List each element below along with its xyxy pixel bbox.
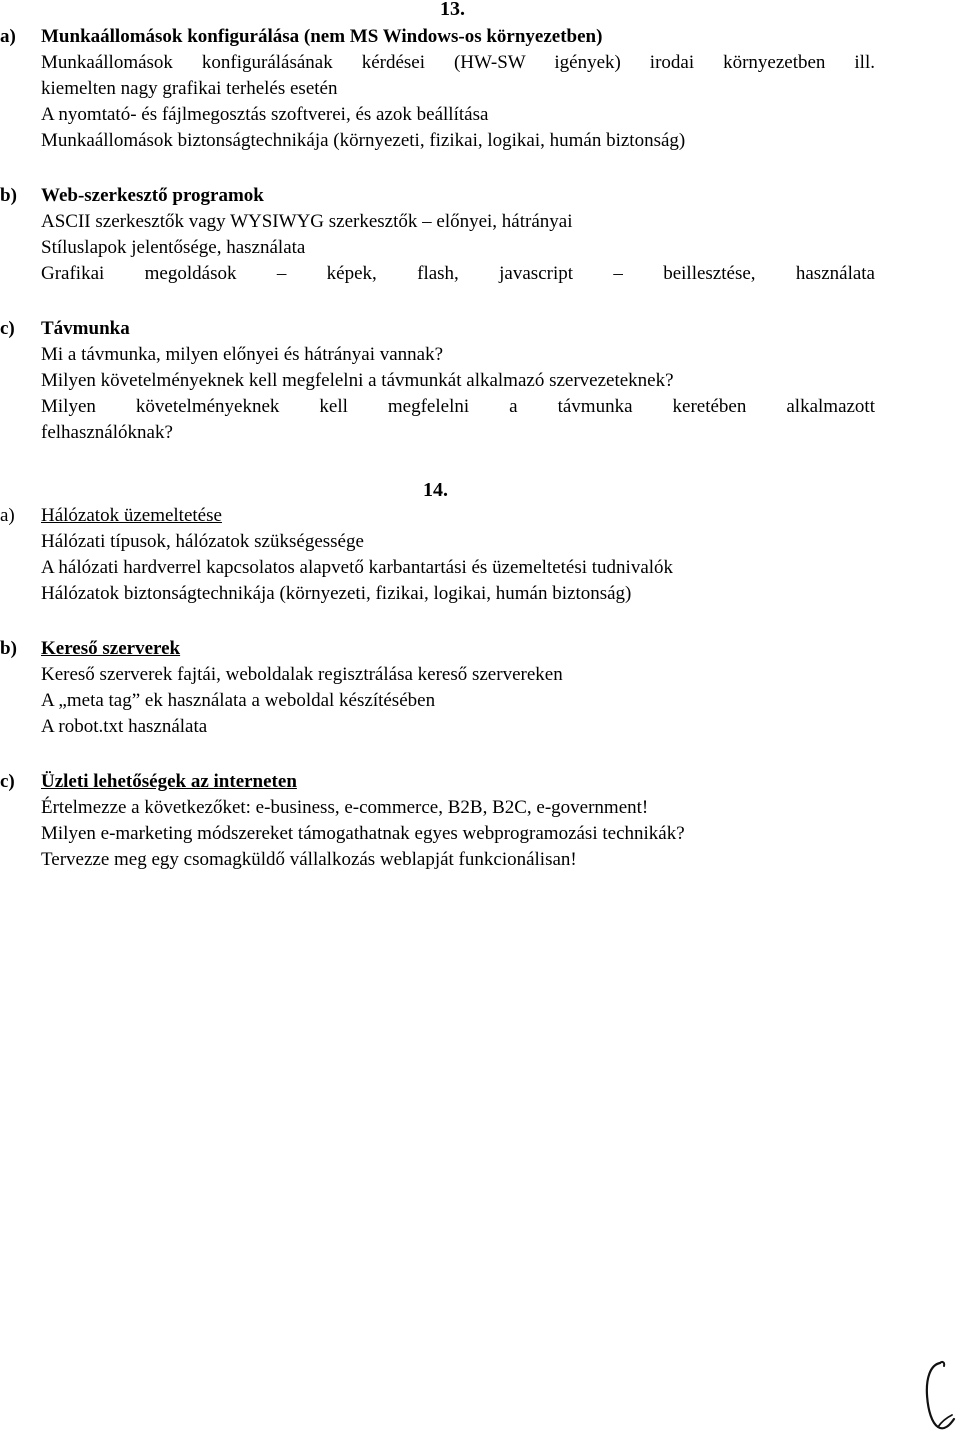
section-line: Munkaállomások konfigurálásának kérdései (HW-SW igények) irodai környezetben ill.: [41, 52, 875, 73]
section-line: A robot.txt használata: [41, 716, 208, 737]
section-title: Kereső szerverek: [41, 638, 181, 659]
section-letter: b): [0, 638, 17, 659]
section-letter: a): [0, 505, 15, 526]
section-title: Távmunka: [41, 318, 130, 339]
section-letter: a): [0, 26, 16, 47]
section-title: Web-szerkesztő programok: [41, 185, 264, 206]
section-line: felhasználóknak?: [41, 422, 173, 443]
section-line: Kereső szerverek fajtái, weboldalak regisztrálása kereső szervereken: [41, 664, 563, 685]
section-line: ASCII szerkesztők vagy WYSIWYG szerkesztők – előnyei, hátrányai: [41, 211, 573, 232]
section-line: A nyomtató- és fájlmegosztás szoftverei, és azok beállítása: [41, 104, 489, 125]
question-number-14: 14.: [423, 479, 448, 501]
section-line: Milyen követelményeknek kell megfelelni a távmunka keretében alkalmazott: [41, 396, 875, 417]
section-title: Üzleti lehetőségek az interneten: [41, 771, 297, 792]
section-line: kiemelten nagy grafikai terhelés esetén: [41, 78, 338, 99]
section-line: Hálózatok biztonságtechnikája (környezeti, fizikai, logikai, humán biztonság): [41, 583, 632, 604]
section-letter: c): [0, 771, 15, 792]
section-line: Tervezze meg egy csomagküldő vállalkozás weblapját funkcionálisan!: [41, 849, 577, 870]
question-number-13: 13.: [440, 0, 465, 20]
section-line: Milyen e-marketing módszereket támogathatnak egyes webprogramozási technikák?: [41, 823, 685, 844]
section-line: Stíluslapok jelentősége, használata: [41, 237, 306, 258]
section-line: Értelmezze a következőket: e-business, e-commerce, B2B, B2C, e-government!: [41, 797, 649, 818]
section-line: Munkaállomások biztonságtechnikája (környezeti, fizikai, logikai, humán biztonság): [41, 130, 686, 151]
section-letter: c): [0, 318, 15, 339]
section-line: A hálózati hardverrel kapcsolatos alapvető karbantartási és üzemeltetési tudnivalók: [41, 557, 674, 578]
section-line: A „meta tag” ek használata a weboldal készítésében: [41, 690, 436, 711]
section-line: Hálózati típusok, hálózatok szükségessége: [41, 531, 364, 552]
section-line: Mi a távmunka, milyen előnyei és hátrányai vannak?: [41, 344, 444, 365]
section-title: Munkaállomások konfigurálása (nem MS Windows-os környezetben): [41, 26, 603, 47]
section-letter: b): [0, 185, 17, 206]
section-line: Grafikai megoldások – képek, flash, javascript – beillesztése, használata: [41, 263, 875, 284]
section-title: Hálózatok üzemeltetése: [41, 505, 222, 526]
section-line: Milyen követelményeknek kell megfelelni a távmunkát alkalmazó szervezeteknek?: [41, 370, 674, 391]
handwritten-mark: [918, 1355, 958, 1435]
